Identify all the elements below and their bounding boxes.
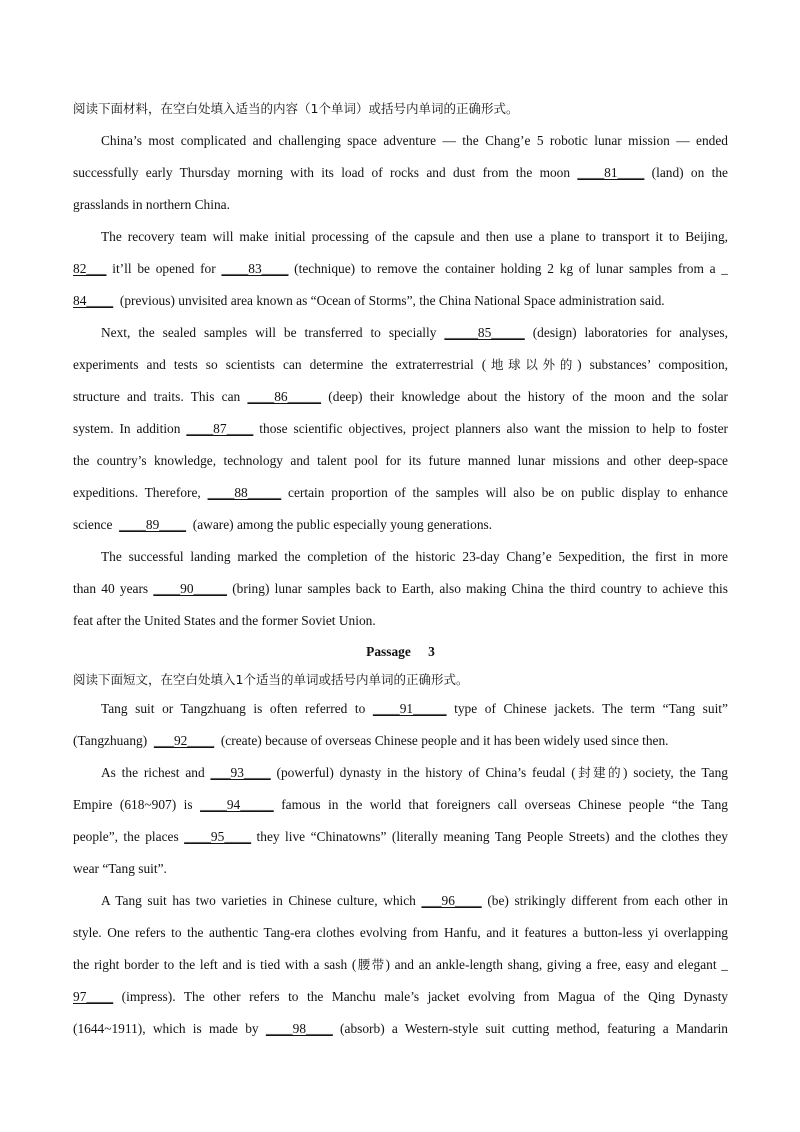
blank-87[interactable]: ____87____	[186, 421, 254, 436]
text-span: wear “Tang suit”.	[73, 861, 167, 876]
chinese-gloss: 腰带	[356, 957, 386, 972]
text-span: ) substances’ composition,	[577, 357, 728, 372]
paragraph-line	[73, 605, 728, 637]
paragraph-line	[73, 821, 728, 853]
paragraph-line	[73, 285, 728, 317]
blank-91[interactable]: ____91_____	[372, 701, 447, 716]
text-span: The recovery team will make initial processing of the capsule and then use a plane to transport it to Beijing,	[101, 229, 728, 244]
chinese-gloss: 封建的	[575, 765, 624, 780]
text-span: (1644~1911), which is made by	[73, 1021, 259, 1036]
text-span: experiments and tests so scientists can determine the extraterrestrial (	[73, 357, 487, 372]
paragraph-line	[73, 981, 728, 1013]
paragraph-line	[73, 349, 728, 381]
paragraph-line	[73, 1013, 728, 1045]
paragraph-line	[73, 445, 728, 477]
text-span: type of Chinese jackets. The term “Tang suit”	[454, 701, 728, 716]
text-span: (impress). The other refers to the Manchu male’s jacket evolving from Magua of the Qing Dynasty	[121, 989, 728, 1004]
text-span: As the richest and	[101, 765, 205, 780]
blank-97[interactable]: 97____	[73, 989, 114, 1004]
paragraph-line	[73, 757, 728, 789]
paragraph-line	[73, 693, 728, 725]
paragraph-line	[73, 541, 728, 573]
blank-93[interactable]: ___93____	[210, 765, 271, 780]
text-span: certain proportion of the samples will also be on public display to enhance	[288, 485, 728, 500]
text-span: feat after the United States and the former Soviet Union.	[73, 613, 376, 628]
paragraph-line	[73, 917, 728, 949]
blank-86[interactable]: ____86_____	[247, 389, 322, 404]
text-span: (create) because of overseas Chinese people and it has been widely used since then.	[220, 733, 669, 748]
text-span: (bring) lunar samples back to Earth, also making China the third country to achieve this	[232, 581, 728, 596]
text-span: (aware) among the public especially young generations.	[192, 517, 493, 532]
text-span: (land) on the	[651, 165, 728, 180]
text-span: A Tang suit has two varieties in Chinese culture, which	[101, 893, 416, 908]
blank-85[interactable]: _____85_____	[444, 325, 525, 340]
text-span: (technique) to remove the container holding 2 kg of lunar samples from a	[294, 261, 716, 276]
paragraph-line	[73, 221, 728, 253]
text-span: (Tangzhuang)	[73, 733, 148, 748]
text-span: (powerful) dynasty in the history of China’s feudal (	[276, 765, 576, 780]
blank-92[interactable]: ___92____	[153, 733, 215, 748]
text-span: the country’s knowledge, technology and talent pool for its future manned lunar missions and other deep-space	[73, 453, 728, 468]
blank-98[interactable]: ____98____	[265, 1021, 333, 1036]
instruction-text: 阅读下面材料，在空白处填入适当的内容（1个单词）或括号内单词的正确形式。	[73, 101, 519, 116]
document-page	[73, 93, 728, 1045]
text-span: than 40 years	[73, 581, 149, 596]
text-span: structure and traits. This can	[73, 389, 241, 404]
blank-82[interactable]: 82___	[73, 261, 107, 276]
text-span: it’ll be opened for	[112, 261, 216, 276]
instruction-text: 阅读下面短文，在空白处填入1个适当的单词或括号内单词的正确形式。	[73, 672, 469, 687]
paragraph-line	[73, 789, 728, 821]
paragraph-line	[73, 125, 728, 157]
text-span: they live “Chinatowns” (literally meaning Tang People Streets) and the clothes they	[256, 829, 728, 844]
text-span: (absorb) a Western-style suit cutting method, featuring a Mandarin	[340, 1021, 728, 1036]
text-span: science	[73, 517, 113, 532]
text-span: (deep) their knowledge about the history of the moon and the solar	[328, 389, 728, 404]
blank-83[interactable]: ____83____	[221, 261, 289, 276]
blank-89[interactable]: ____89____	[119, 517, 187, 532]
paragraph-line	[73, 477, 728, 509]
paragraph-line	[73, 189, 728, 221]
text-span: grasslands in northern China.	[73, 197, 230, 212]
paragraph-line	[73, 157, 728, 189]
text-span: people”, the places	[73, 829, 179, 844]
blank-81[interactable]: ____81____	[577, 165, 645, 180]
text-span: system. In addition	[73, 421, 181, 436]
text-span: ) and an ankle-length shang, giving a free, easy and elegant	[385, 957, 717, 972]
blank-94[interactable]: ____94_____	[200, 797, 274, 812]
text-span: (be) strikingly different from each other in	[487, 893, 728, 908]
paragraph-line	[73, 381, 728, 413]
blank-84[interactable]: 84____	[73, 293, 114, 308]
text-span: China’s most complicated and challenging space adventure — the Chang’e 5 robotic lunar mission — ended	[101, 133, 728, 148]
blank-90[interactable]: ____90_____	[153, 581, 227, 596]
text-span: successfully early Thursday morning with its load of rocks and dust from the moon	[73, 165, 571, 180]
paragraph-line	[73, 509, 728, 541]
text-span: those scientific objectives, project planners also want the mission to help to foster	[259, 421, 728, 436]
text-span: (previous) unvisited area known as “Ocean of Storms”, the China National Space administration said.	[119, 293, 665, 308]
paragraph-line	[73, 885, 728, 917]
text-span: Empire (618~907) is	[73, 797, 193, 812]
text-span: (design) laboratories for analyses,	[532, 325, 728, 340]
text-span: The successful landing marked the completion of the historic 23-day Chang’e 5expedition, the first in more	[101, 549, 728, 564]
blank-88[interactable]: ____88_____	[207, 485, 282, 500]
text-span: _	[721, 261, 728, 276]
text-span: _	[721, 957, 728, 972]
text-span: Next, the sealed samples will be transferred to specially	[101, 325, 437, 340]
blank-95[interactable]: ____95____	[184, 829, 252, 844]
paragraph-line	[73, 413, 728, 445]
text-span: expeditions. Therefore,	[73, 485, 201, 500]
text-span: famous in the world that foreigners call overseas Chinese people “the Tang	[281, 797, 728, 812]
paragraph-line	[73, 853, 728, 885]
paragraph-line	[73, 725, 728, 757]
text-span: ) society, the Tang	[623, 765, 728, 780]
paragraph-line	[73, 949, 728, 981]
paragraph-line	[73, 317, 728, 349]
paragraph-line	[73, 573, 728, 605]
blank-96[interactable]: ___96____	[421, 893, 482, 908]
passage-heading	[73, 637, 728, 667]
chinese-gloss: 地球以外的	[486, 357, 578, 372]
paragraph-line	[73, 253, 728, 285]
heading-text: Passage 3	[366, 644, 435, 659]
text-span: style. One refers to the authentic Tang-era clothes evolving from Hanfu, and it features a button-less yi overlapping	[73, 925, 728, 940]
text-span: Tang suit or Tangzhuang is often referred to	[101, 701, 366, 716]
text-span: the right border to the left and is tied with a sash (	[73, 957, 357, 972]
